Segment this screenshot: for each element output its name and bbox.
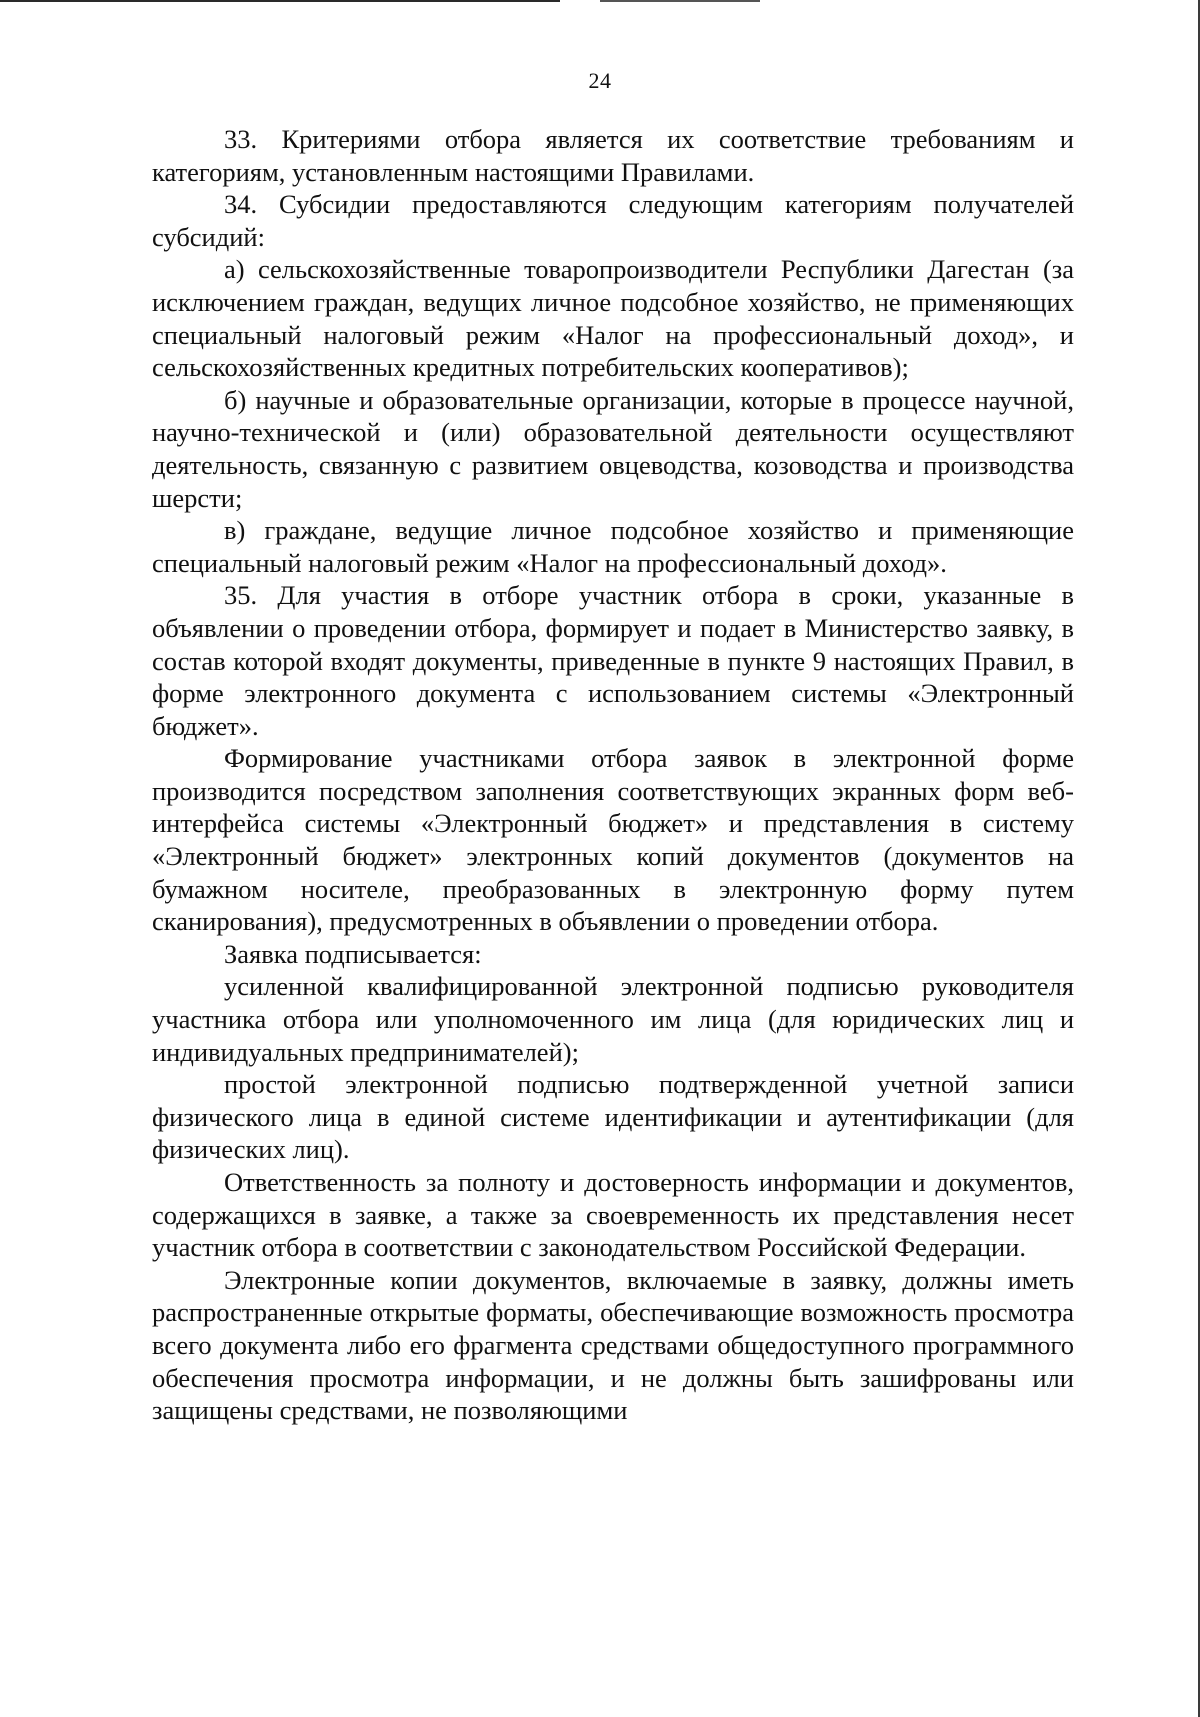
paragraph-signing-individual: простой электронной подписью подтвержденной учетной записи физического лица в единой системе идентификации и аутентификации (для физических лиц). xyxy=(152,1069,1074,1165)
paragraph-formation: Формирование участниками отбора заявок в электронной форме производится посредством заполнения соответствующих экранных форм веб-интерфейса системы «Электронный бюджет» и представления в систему «Электронный бюджет» электронных копий документов (документов на бумажном носителе, преобразованных в электронную форму путем сканирования), предусмотренных в объявлении о проведении отбора. xyxy=(152,743,1074,937)
paragraph-34-b: б) научные и образовательные организации, которые в процессе научной, научно-технической и (или) образовательной деятельности осуществляют деятельность, связанную с развитием овцеводства, козоводства и производства шерсти; xyxy=(152,384,1074,513)
paragraph-34-v: в) граждане, ведущие личное подсобное хозяйство и применяющие специальный налоговый режим «Налог на профессиональный доход». xyxy=(152,515,1074,578)
document-body xyxy=(152,123,1074,1427)
paragraph-34-a: а) сельскохозяйственные товаропроизводители Республики Дагестан (за исключением граждан, ведущих личное подсобное хозяйство, не применяющих специальный налоговый режим «Налог на профессиональный доход», и сельскохозяйственных кредитных потребительских кооперативов); xyxy=(152,254,1074,383)
paragraph-electronic-copies: Электронные копии документов, включаемые в заявку, должны иметь распространенные открытые форматы, обеспечивающие возможность просмотра всего документа либо его фрагмента средствами общедоступного программного обеспечения просмотра информации, и не должны быть зашифрованы или защищены средствами, не позволяющими xyxy=(152,1264,1074,1426)
page-number: 24 xyxy=(588,68,612,93)
paragraph-33: 33. Критериями отбора является их соответствие требованиям и категориям, установленным настоящими Правилами. xyxy=(152,124,1074,187)
scan-edge-top xyxy=(0,0,560,2)
paragraph-responsibility: Ответственность за полноту и достоверность информации и документов, содержащихся в заявке, а также за своевременность их представления несет участник отбора в соответствии с законодательством Российской Федерации. xyxy=(152,1167,1074,1263)
paragraph-34: 34. Субсидии предоставляются следующим категориям получателей субсидий: xyxy=(152,189,1074,252)
paragraph-signing-legal: усиленной квалифицированной электронной подписью руководителя участника отбора или уполномоченного им лица (для юридических лиц и индивидуальных предпринимателей); xyxy=(152,971,1074,1067)
scan-edge-top-fragment xyxy=(600,0,760,2)
paragraph-35: 35. Для участия в отборе участник отбора в сроки, указанные в объявлении о проведении отбора, формирует и подает в Министерство заявку, в состав которой входят документы, приведенные в пункте 9 настоящих Правил, в форме электронного документа с использованием системы «Электронный бюджет». xyxy=(152,580,1074,741)
paragraph-signing: Заявка подписывается: xyxy=(224,938,482,969)
